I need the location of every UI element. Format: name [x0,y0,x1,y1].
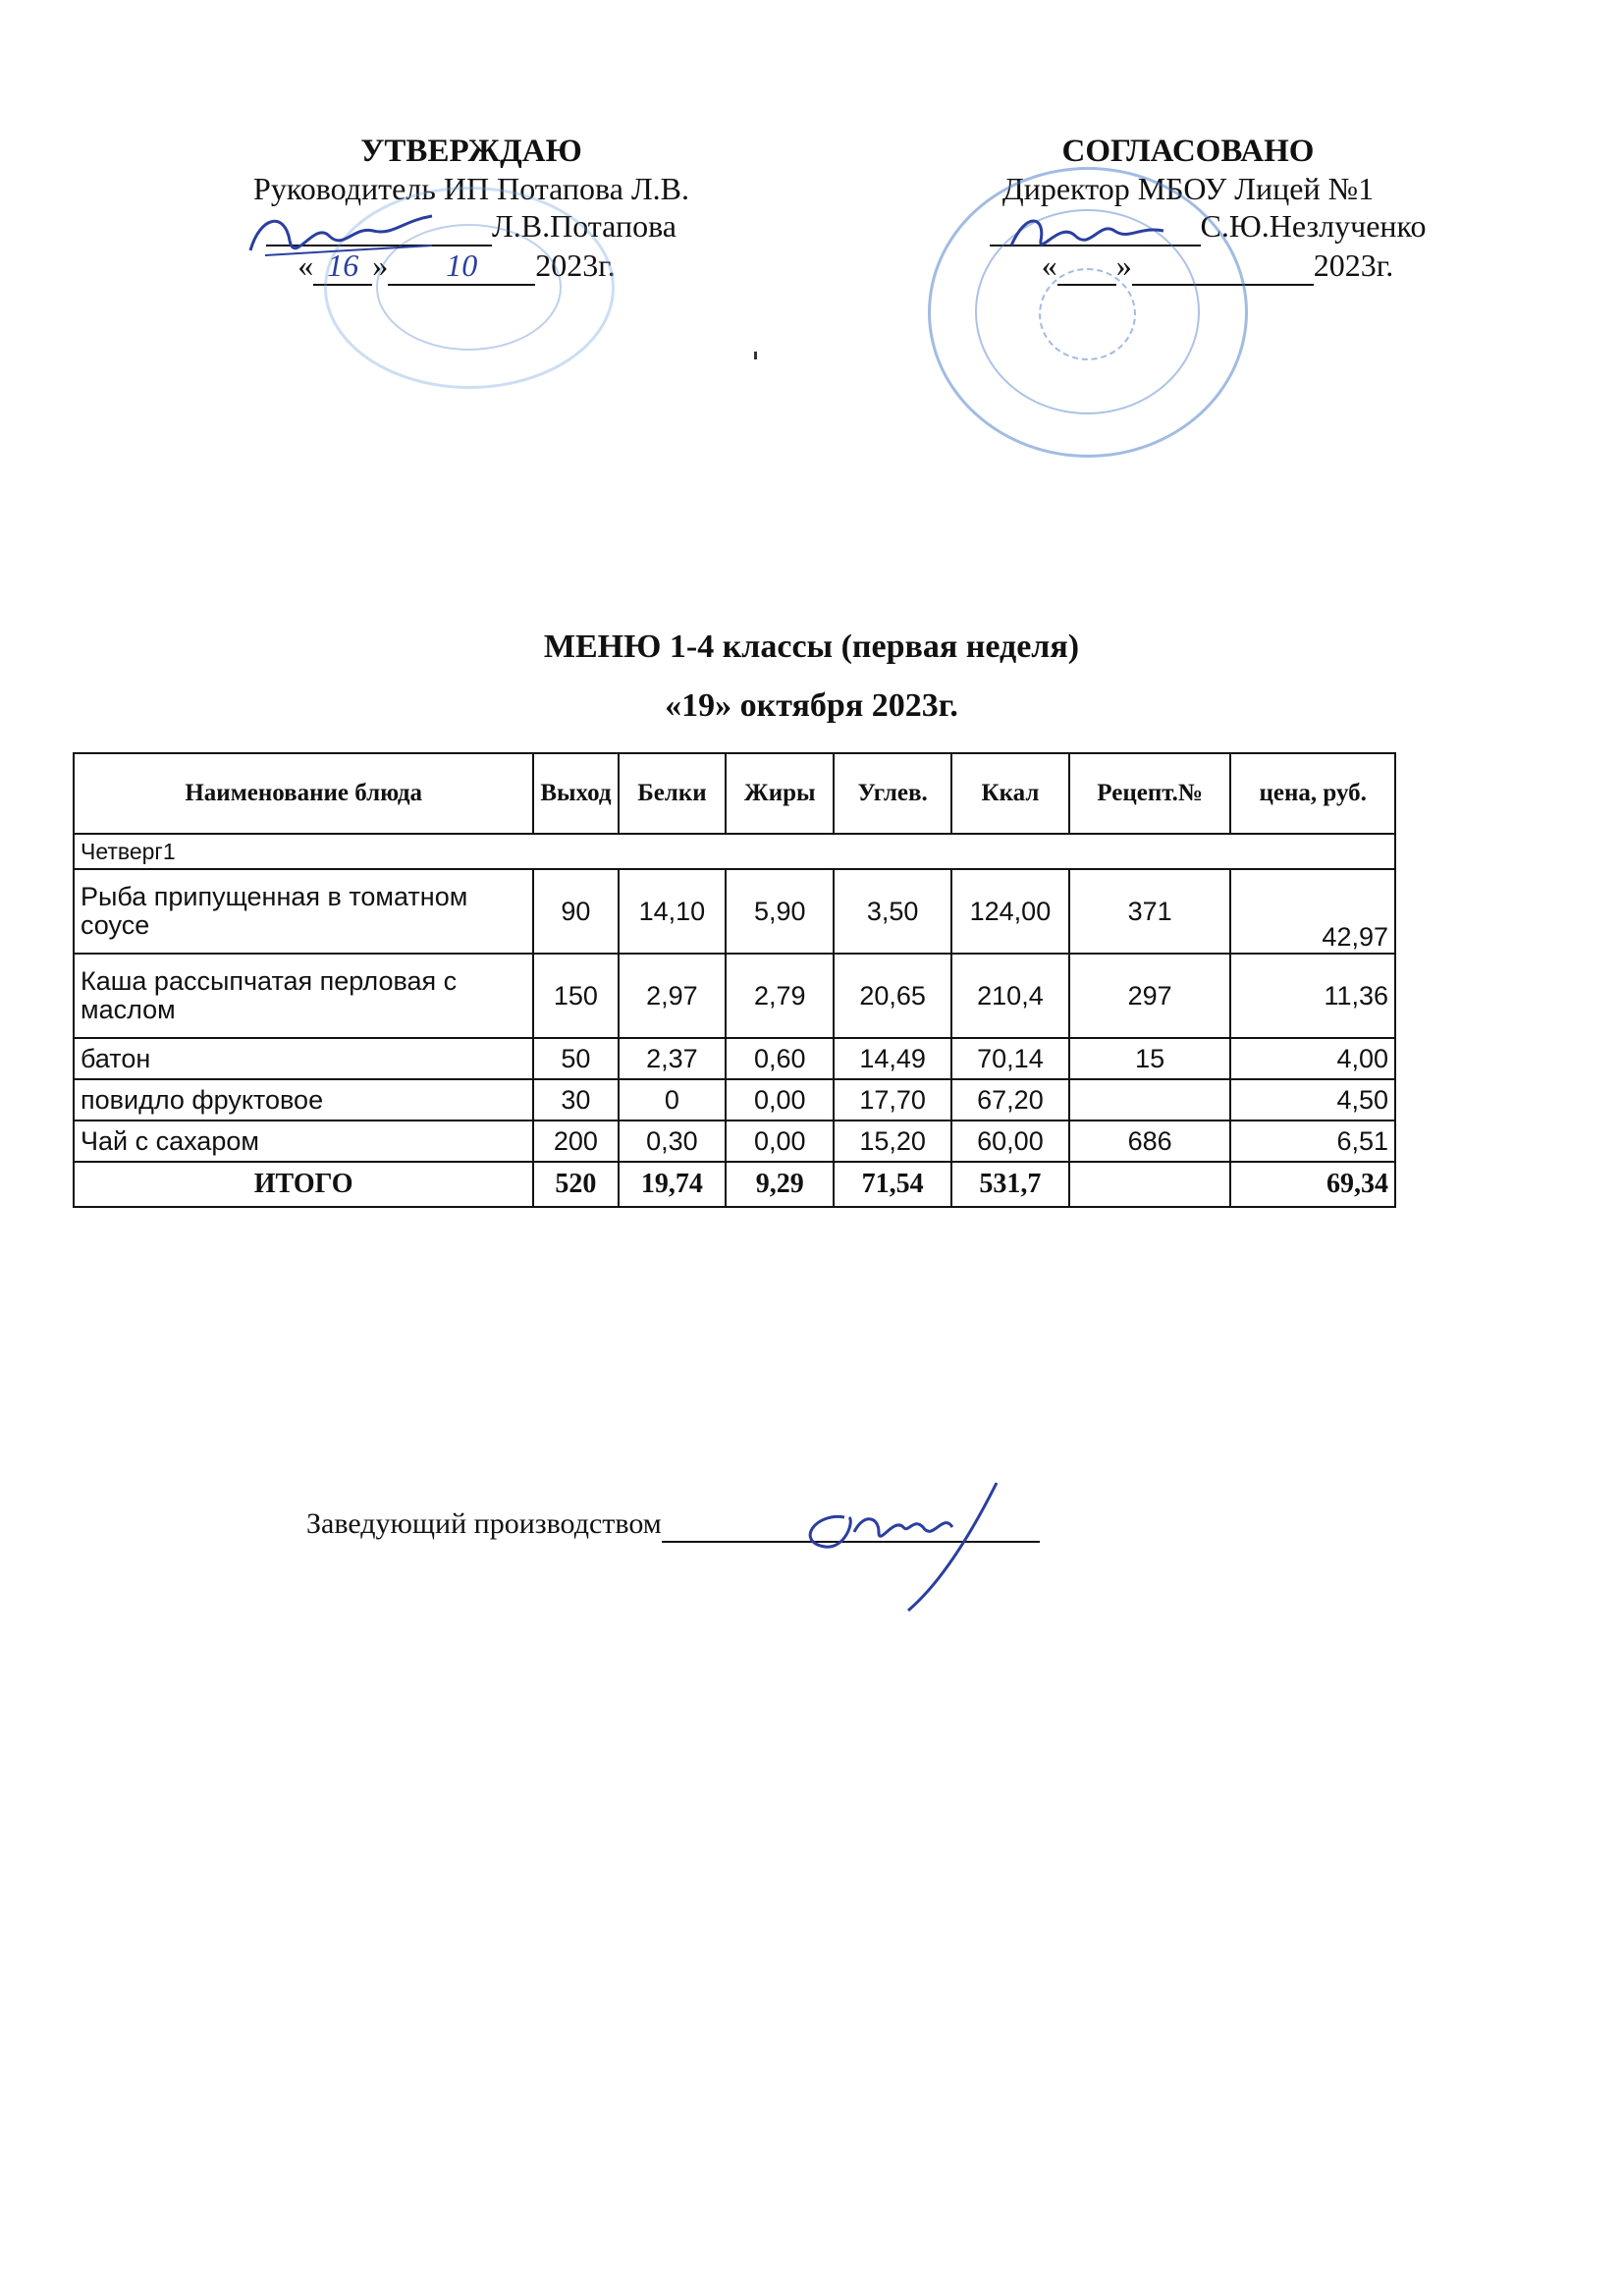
total-price: 69,34 [1230,1162,1395,1207]
dish-price: 11,36 [1230,954,1395,1038]
table-row [74,1079,1395,1121]
dish-protein: 0 [619,1079,727,1121]
dish-kcal: 60,00 [951,1121,1069,1162]
dish-recipe: 371 [1069,869,1231,954]
approve-date-month: 10 [388,246,535,286]
dish-fat: 0,00 [726,1121,834,1162]
footer-label: Заведующий производством [306,1507,662,1540]
dish-recipe: 15 [1069,1038,1231,1079]
agree-signer: С.Ю.Незлученко [1200,208,1427,244]
dish-protein: 2,37 [619,1038,727,1079]
dish-out: 200 [533,1121,618,1162]
dish-protein: 2,97 [619,954,727,1038]
col-header-carbs: Углев. [834,753,951,834]
approve-date-day: 16 [313,246,372,286]
col-header-out: Выход [533,753,618,834]
dish-kcal: 210,4 [951,954,1069,1038]
day-label: Четверг1 [74,834,1395,869]
dish-fat: 2,79 [726,954,834,1038]
dish-price: 4,00 [1230,1038,1395,1079]
dish-carbs: 20,65 [834,954,951,1038]
agree-date-line: « » 2023г. [992,246,1443,286]
dish-name: повидло фруктовое [74,1079,533,1121]
scan-speck [754,352,757,359]
dish-name: батон [74,1038,533,1079]
dish-out: 50 [533,1038,618,1079]
dish-kcal: 124,00 [951,869,1069,954]
total-label: ИТОГО [74,1162,533,1207]
dish-protein: 0,30 [619,1121,727,1162]
approve-signature [236,196,452,275]
dish-recipe: 686 [1069,1121,1231,1162]
dish-fat: 5,90 [726,869,834,954]
dish-carbs: 3,50 [834,869,951,954]
day-row [74,834,1395,869]
dish-out: 90 [533,869,618,954]
dish-recipe: 297 [1069,954,1231,1038]
approve-date-year: 2023г. [535,247,616,283]
col-header-protein: Белки [619,753,727,834]
table-row [74,1121,1395,1162]
agree-heading: СОГЛАСОВАНО [1061,134,1315,169]
dish-recipe [1069,1079,1231,1121]
dish-kcal: 67,20 [951,1079,1069,1121]
total-fat: 9,29 [726,1162,834,1207]
menu-title: МЕНЮ 1-4 классы (первая неделя) [543,629,1080,665]
total-kcal: 531,7 [951,1162,1069,1207]
dish-carbs: 14,49 [834,1038,951,1079]
dish-price: 42,97 [1230,869,1395,954]
dish-carbs: 17,70 [834,1079,951,1121]
total-carbs: 71,54 [834,1162,951,1207]
table-row [74,954,1395,1038]
col-header-kcal: Ккал [951,753,1069,834]
menu-table [73,752,1396,1208]
dish-name: Каша рассыпчатая перловая с маслом [74,954,533,1038]
dish-out: 30 [533,1079,618,1121]
table-header-row [74,753,1395,834]
agree-position: Директор МБОУ Лицей №1 [1001,171,1375,206]
footer-signature [785,1473,1021,1620]
col-header-name: Наименование блюда [74,753,533,834]
menu-date: «19» октября 2023г. [665,687,958,724]
approve-signer: Л.В.Потапова [492,208,676,244]
total-row [74,1162,1395,1207]
dish-fat: 0,00 [726,1079,834,1121]
col-header-price: цена, руб. [1230,753,1395,834]
dish-out: 150 [533,954,618,1038]
approve-position: Руководитель ИП Потапова Л.В. [253,171,689,206]
dish-name: Рыба припущенная в томатном соусе [74,869,533,954]
table-row [74,1038,1395,1079]
col-header-recipe: Рецепт.№ [1069,753,1231,834]
agree-date-year: 2023г. [1313,247,1394,283]
total-out: 520 [533,1162,618,1207]
table-row [74,869,1395,954]
agree-signature [992,201,1188,270]
approve-heading: УТВЕРЖДАЮ [360,134,582,169]
col-header-fat: Жиры [726,753,834,834]
total-recipe [1069,1162,1231,1207]
approve-date-line: « 16 » 10 2023г. [167,246,746,286]
dish-protein: 14,10 [619,869,727,954]
dish-price: 6,51 [1230,1121,1395,1162]
dish-price: 4,50 [1230,1079,1395,1121]
dish-fat: 0,60 [726,1038,834,1079]
total-protein: 19,74 [619,1162,727,1207]
dish-kcal: 70,14 [951,1038,1069,1079]
dish-carbs: 15,20 [834,1121,951,1162]
dish-name: Чай с сахаром [74,1121,533,1162]
